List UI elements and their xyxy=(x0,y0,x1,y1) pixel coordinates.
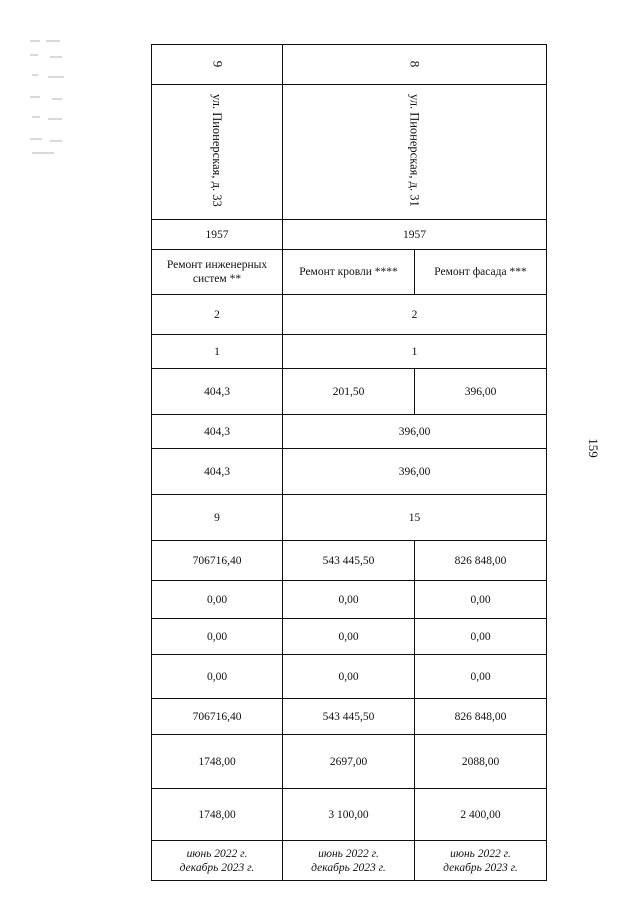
table-cell: 2 400,00 xyxy=(415,789,547,841)
table-cell: 706716,40 xyxy=(152,541,283,581)
period-start: июнь 2022 г. xyxy=(318,847,379,860)
table-cell: 0,00 xyxy=(152,581,283,619)
table-cell: 1748,00 xyxy=(152,735,283,789)
table-row xyxy=(152,655,547,699)
table-row xyxy=(152,45,547,85)
table-cell: 396,00 xyxy=(415,369,547,415)
table-cell: 396,00 xyxy=(283,415,547,449)
table-cell: 0,00 xyxy=(415,619,547,655)
table-cell: 706716,40 xyxy=(152,699,283,735)
table-cell: 2088,00 xyxy=(415,735,547,789)
table-cell: 1 xyxy=(152,335,283,369)
table-row xyxy=(152,250,547,295)
scan-artifact xyxy=(28,40,70,155)
table-cell: 0,00 xyxy=(152,619,283,655)
table-cell: 0,00 xyxy=(283,581,415,619)
table-row xyxy=(152,295,547,335)
period-end: декабрь 2023 г. xyxy=(443,861,518,874)
table-cell: 0,00 xyxy=(283,655,415,699)
table-cell: 0,00 xyxy=(415,581,547,619)
column-number-cell: 9 xyxy=(152,45,283,85)
table-row xyxy=(152,619,547,655)
table-cell: 543 445,50 xyxy=(283,541,415,581)
period-start: июнь 2022 г. xyxy=(450,847,511,860)
period-end: декабрь 2023 г. xyxy=(311,861,386,874)
period-start: июнь 2022 г. xyxy=(186,847,248,860)
work-type-cell: Ремонт инженерных систем ** xyxy=(152,250,283,295)
table-cell: 0,00 xyxy=(415,655,547,699)
table-row xyxy=(152,415,547,449)
table-row xyxy=(152,449,547,495)
year-cell: 1957 xyxy=(283,220,547,250)
address-cell: ул. Пионерская, д. 31 xyxy=(283,85,547,220)
table-cell: 826 848,00 xyxy=(415,541,547,581)
table-cell: 1748,00 xyxy=(152,789,283,841)
address-cell: ул. Пионерская, д. 33 xyxy=(152,85,283,220)
work-type-cell: Ремонт фасада *** xyxy=(415,250,547,295)
page-number: 159 xyxy=(586,438,601,458)
table-cell: 15 xyxy=(283,495,547,541)
table-cell: 1 xyxy=(283,335,547,369)
table-row xyxy=(152,335,547,369)
period-cell xyxy=(283,841,415,881)
table-cell: 404,3 xyxy=(152,369,283,415)
repair-schedule-table xyxy=(151,44,547,881)
table-cell: 404,3 xyxy=(152,449,283,495)
table-row xyxy=(152,220,547,250)
table-cell: 0,00 xyxy=(283,619,415,655)
table-row xyxy=(152,541,547,581)
table-row xyxy=(152,85,547,220)
table-cell: 826 848,00 xyxy=(415,699,547,735)
column-number-cell: 8 xyxy=(283,45,547,85)
work-type-cell: Ремонт кровли **** xyxy=(283,250,415,295)
table-row xyxy=(152,581,547,619)
period-end: декабрь 2023 г. xyxy=(179,861,255,874)
period-cell xyxy=(152,841,283,881)
table-cell: 396,00 xyxy=(283,449,547,495)
year-cell: 1957 xyxy=(152,220,283,250)
table-cell: 2 xyxy=(152,295,283,335)
table-cell: 2 xyxy=(283,295,547,335)
table-cell: 0,00 xyxy=(152,655,283,699)
table-row xyxy=(152,699,547,735)
table-cell: 3 100,00 xyxy=(283,789,415,841)
table-row xyxy=(152,789,547,841)
table-cell: 201,50 xyxy=(283,369,415,415)
period-cell xyxy=(415,841,547,881)
table-cell: 404,3 xyxy=(152,415,283,449)
table-row xyxy=(152,841,547,881)
table-row xyxy=(152,495,547,541)
table-row xyxy=(152,735,547,789)
table-cell: 543 445,50 xyxy=(283,699,415,735)
table-cell: 9 xyxy=(152,495,283,541)
table-cell: 2697,00 xyxy=(283,735,415,789)
table-row xyxy=(152,369,547,415)
